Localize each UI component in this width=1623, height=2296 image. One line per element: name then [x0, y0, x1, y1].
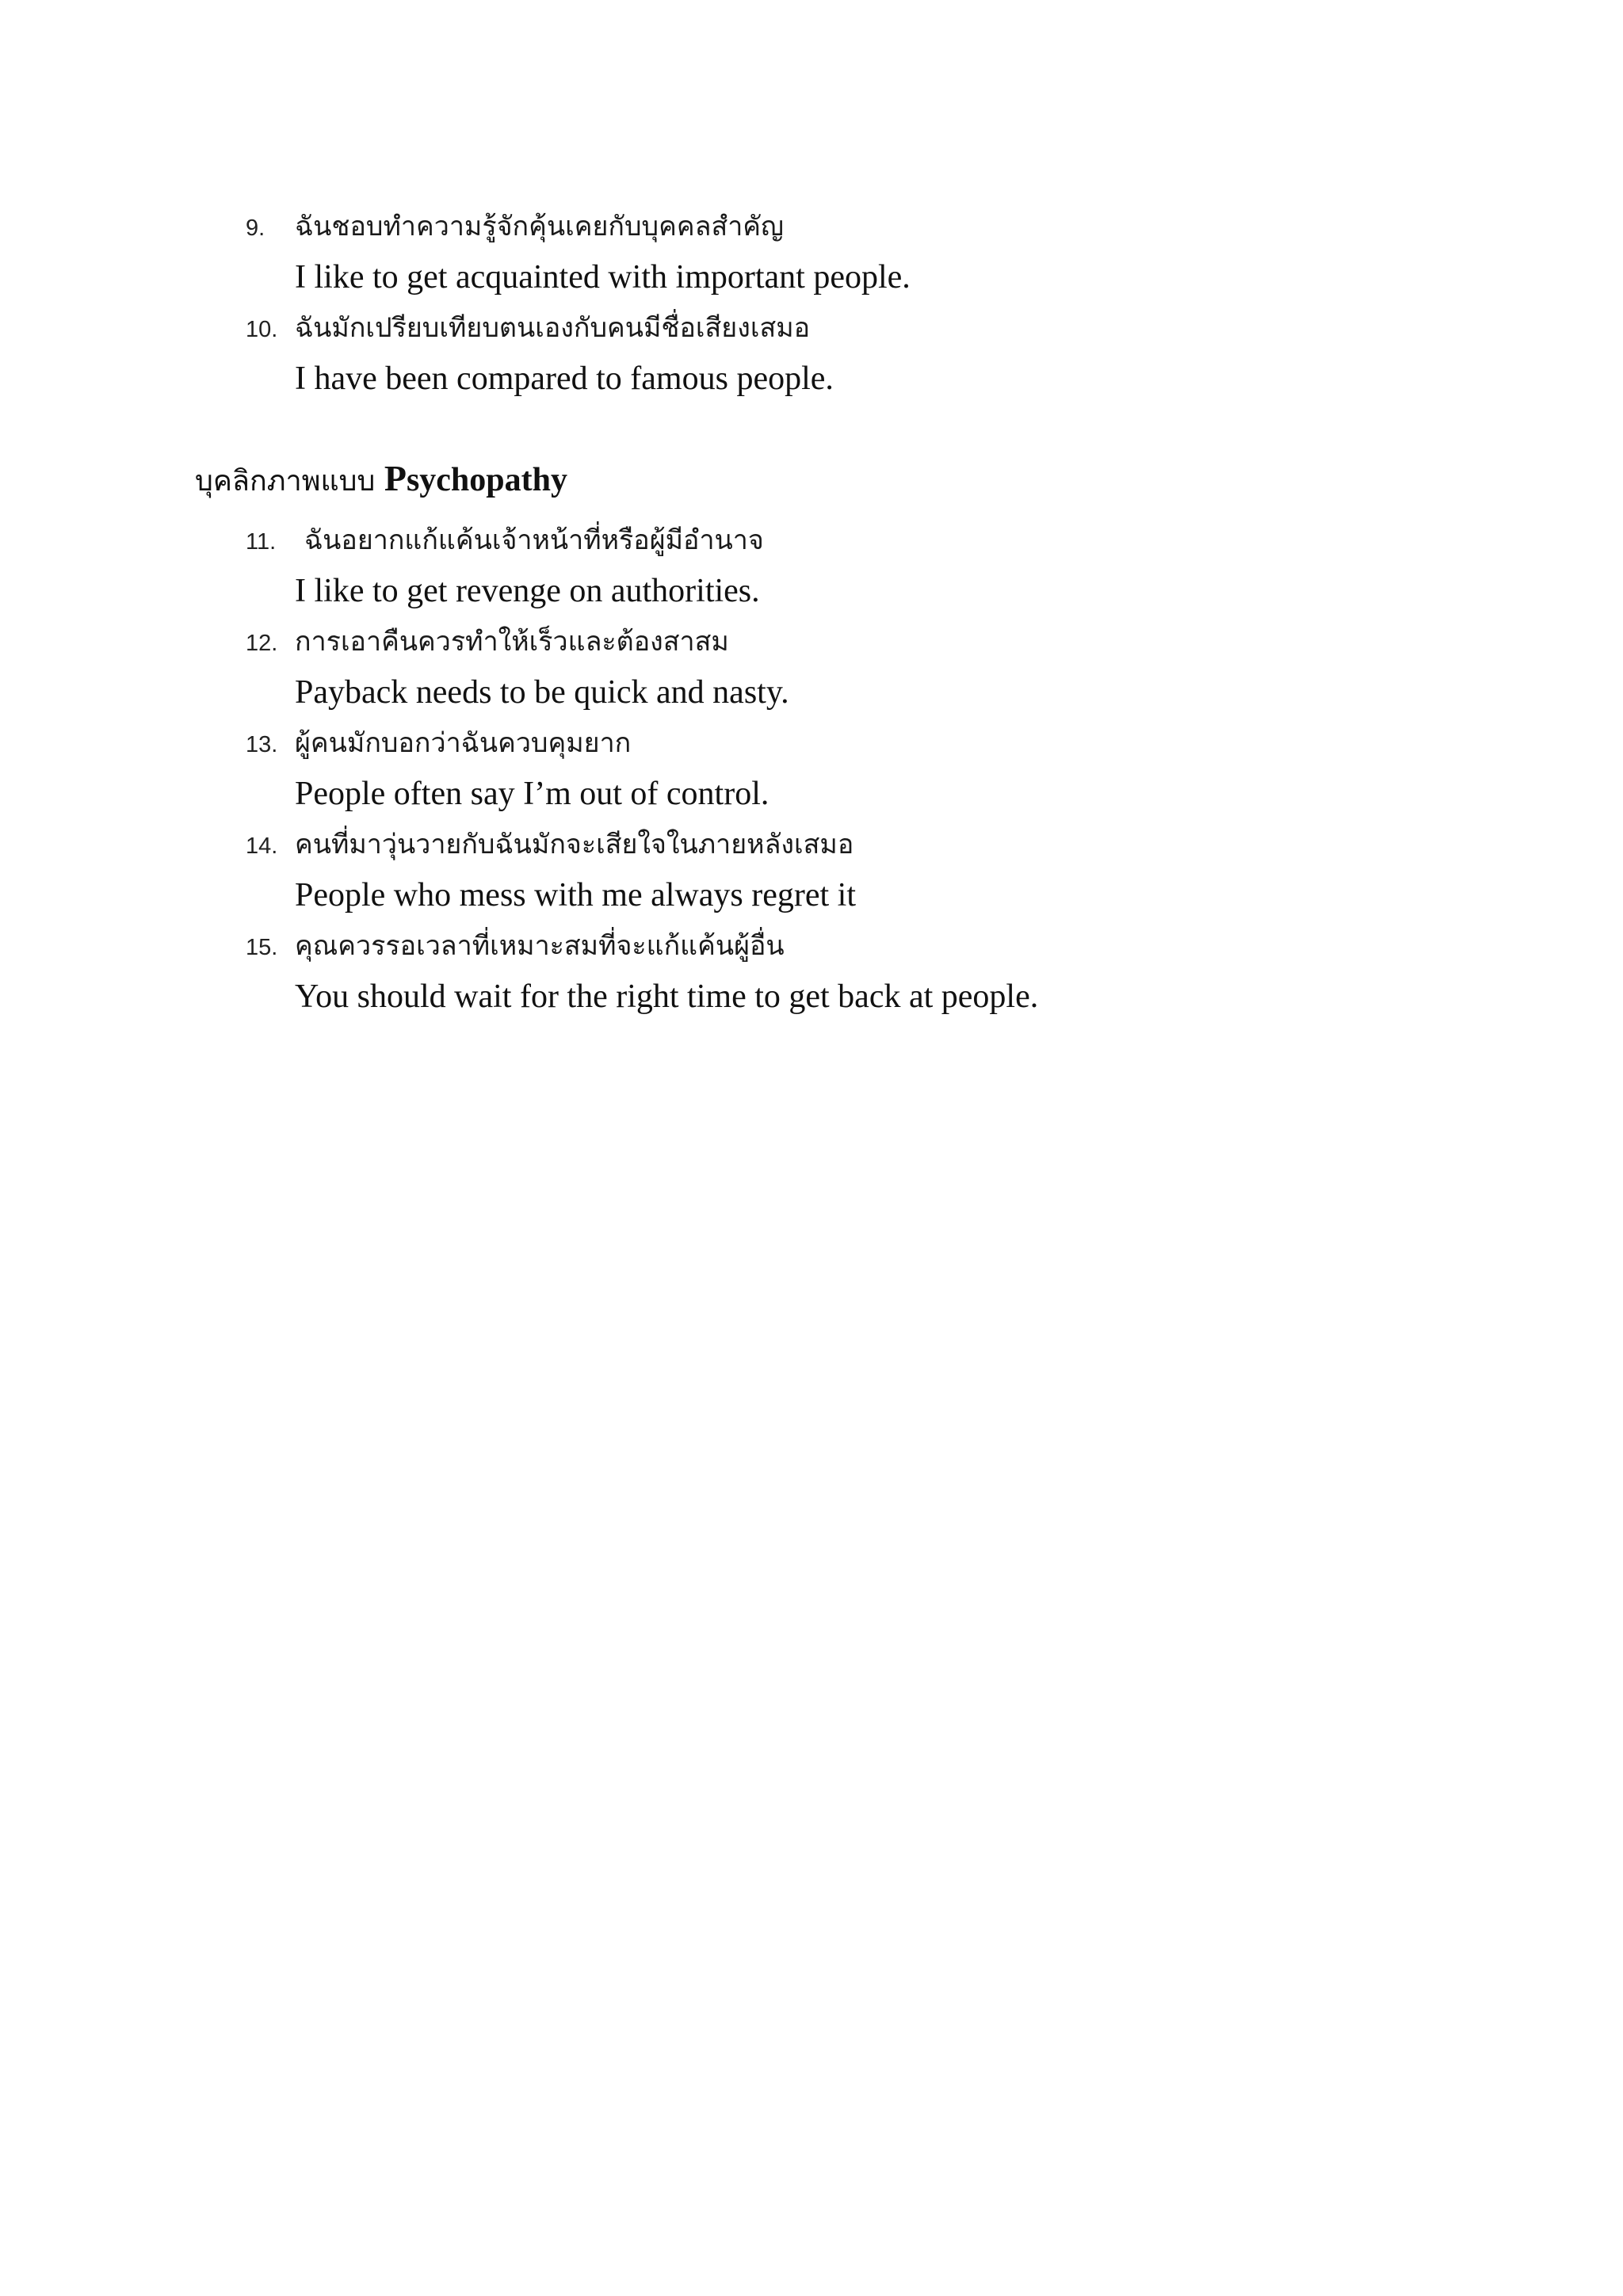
- thai-statement: [246, 306, 1434, 350]
- thai-text: คุณควรรอเวลาที่เหมาะสมที่จะแก้แค้นผู้อื่น: [295, 930, 785, 962]
- item-number: 10.: [246, 317, 278, 342]
- item-number: 11.: [246, 529, 277, 555]
- english-statement: You should wait for the right time to get back at people.: [295, 978, 1039, 1015]
- english-statement: I like to get acquainted with important people.: [295, 259, 911, 296]
- item-number: 12.: [246, 631, 278, 656]
- english-statement: People often say I’m out of control.: [295, 776, 769, 812]
- item-number: 15.: [246, 935, 278, 960]
- section-heading-latin: sychopathy: [406, 462, 567, 498]
- thai-statement: [246, 204, 1434, 249]
- thai-statement: [246, 721, 1434, 765]
- list-item: [246, 204, 1434, 298]
- list-item: [246, 721, 1434, 814]
- item-number: 13.: [246, 732, 278, 757]
- thai-text: ฉันอยากแก้แค้นเจ้าหน้าที่หรือผู้มีอำนาจ: [304, 524, 764, 556]
- list-item: [246, 924, 1434, 1017]
- list-item: [246, 306, 1434, 399]
- english-statement: Payback needs to be quick and nasty.: [295, 674, 789, 711]
- english-statement: I have been compared to famous people.: [295, 360, 834, 397]
- thai-text: ฉันชอบทำความรู้จักคุ้นเคยกับบุคคลสำคัญ: [295, 211, 784, 242]
- list-item: [246, 620, 1434, 713]
- list-item: [246, 822, 1434, 916]
- thai-text: ฉันมักเปรียบเทียบตนเองกับคนมีชื่อเสียงเสมอ: [295, 312, 811, 344]
- english-statement: I like to get revenge on authorities.: [295, 573, 760, 609]
- thai-text: คนที่มาวุ่นวายกับฉันมักจะเสียใจในภายหลังเสมอ: [295, 829, 854, 860]
- english-statement: People who mess with me always regret it: [295, 877, 857, 913]
- thai-statement: [246, 822, 1434, 867]
- thai-statement: [246, 924, 1434, 968]
- thai-statement: [246, 620, 1434, 664]
- item-number: 14.: [246, 833, 278, 859]
- section-heading-thai: บุคลิกภาพแบบ: [195, 465, 384, 498]
- item-number: 9.: [246, 215, 265, 241]
- thai-text: ผู้คนมักบอกว่าฉันควบคุมยาก: [295, 727, 632, 759]
- thai-statement: [246, 518, 1434, 563]
- thai-text: การเอาคืนควรทำให้เร็วและต้องสาสม: [295, 626, 729, 658]
- section-heading-latin-cap: P: [384, 458, 407, 498]
- list-item: [246, 518, 1434, 612]
- section-heading: [195, 455, 567, 511]
